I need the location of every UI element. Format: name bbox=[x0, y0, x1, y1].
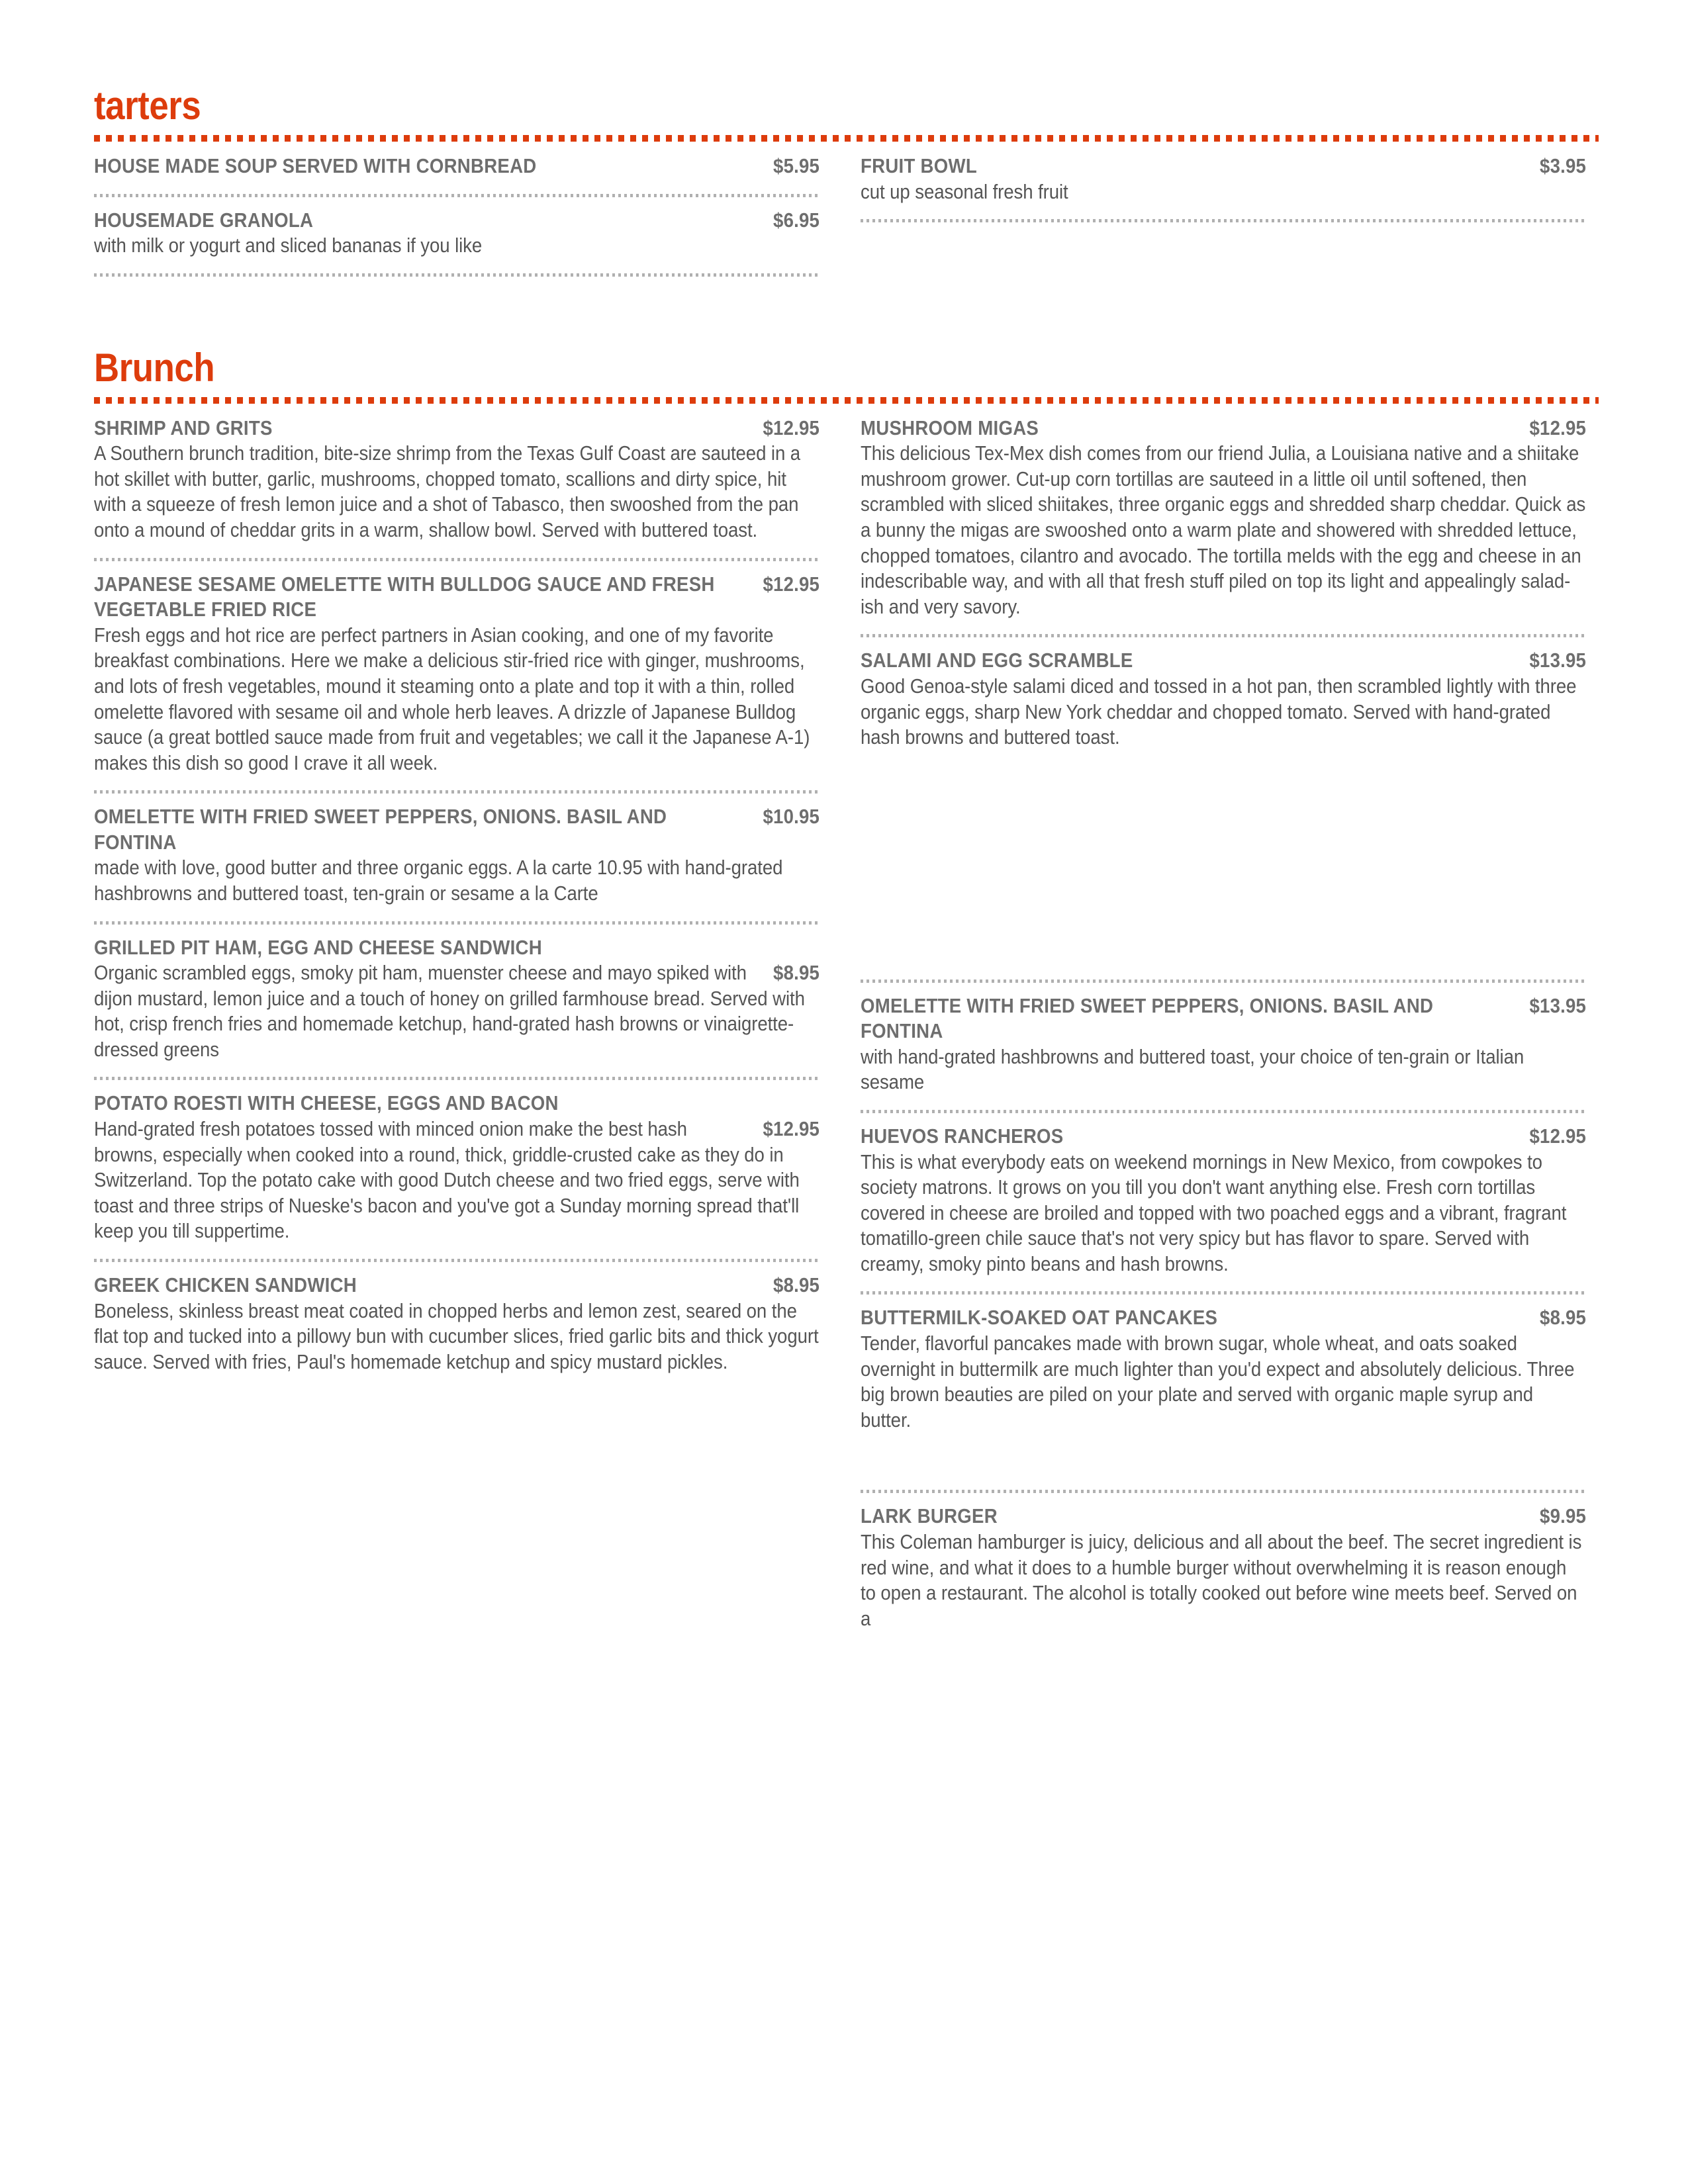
item-price: $13.95 bbox=[1529, 994, 1587, 1017]
item-title: OMELETTE WITH FRIED SWEET PEPPERS, ONIONS. BASIL AND FONTINA bbox=[94, 805, 667, 854]
item-price: $6.95 bbox=[773, 208, 820, 232]
item-description: with milk or yogurt and sliced bananas if you like bbox=[94, 234, 483, 257]
item-divider bbox=[94, 273, 820, 277]
section-brunch bbox=[94, 345, 1599, 1640]
item-divider bbox=[861, 1490, 1586, 1493]
section-divider-orange bbox=[94, 135, 1599, 142]
item-title: GREEK CHICKEN SANDWICH bbox=[94, 1273, 357, 1297]
item-price: $12.95 bbox=[1529, 1124, 1587, 1148]
menu-item-japanese-sesame-omelette[interactable] bbox=[94, 572, 820, 784]
menu-item-grilled-pit-ham-sandwich[interactable] bbox=[94, 935, 820, 1071]
item-divider bbox=[94, 790, 820, 794]
item-description: Boneless, skinless breast meat coated in chopped herbs and lemon zest, seared on the flat top and tucked into a pillowy bun with cucumber slices, fried garlic bits and thick yogurt sauce. Served with fries, Paul's homemade ketchup and spicy mustard pickles. bbox=[94, 1299, 819, 1373]
starters-left-column bbox=[94, 154, 820, 287]
item-description: made with love, good butter and three organic eggs. A la carte 10.95 with hand-grated hashbrowns and buttered toast, ten-grain or sesame a la Carte bbox=[94, 856, 783, 905]
starters-right-column bbox=[861, 154, 1586, 233]
item-description: A Southern brunch tradition, bite-size shrimp from the Texas Gulf Coast are sauteed in a hot skillet with butter, garlic, mushrooms, chopped tomato, scallions and dirty spice, hit with a squeeze of fresh lemon juice and a shot of Tabasco, then swooshed from the pan onto a mound of cheddar grits in a warm, shallow bowl. Served with buttered toast. bbox=[94, 442, 801, 542]
item-price: $12.95 bbox=[763, 416, 820, 439]
item-title: HOUSEMADE GRANOLA bbox=[94, 208, 314, 232]
item-title: MUSHROOM MIGAS bbox=[861, 416, 1039, 439]
item-divider bbox=[861, 634, 1586, 637]
section-spacer bbox=[94, 287, 1599, 348]
item-divider bbox=[861, 1110, 1586, 1113]
item-price: $12.95 bbox=[1529, 416, 1587, 439]
item-description: Tender, flavorful pancakes made with brown sugar, whole wheat, and oats soaked overnight in buttermilk are much lighter than you'd expect and absolutely delicious. Three big brown beauties are piled on your plate and served with organic maple syrup and butter. bbox=[861, 1332, 1575, 1432]
item-title: GRILLED PIT HAM, EGG AND CHEESE SANDWICH bbox=[94, 936, 542, 959]
menu-item-huevos-rancheros[interactable] bbox=[861, 1124, 1586, 1285]
item-price: $13.95 bbox=[1529, 649, 1587, 672]
starters-columns bbox=[94, 154, 1599, 287]
section-divider-orange bbox=[94, 397, 1599, 404]
item-price: $8.95 bbox=[773, 962, 820, 985]
menu-item-potato-roesti[interactable] bbox=[94, 1091, 820, 1251]
brunch-left-column bbox=[94, 416, 820, 1383]
item-price: $3.95 bbox=[1540, 155, 1587, 177]
item-price: $5.95 bbox=[773, 155, 820, 177]
item-price: $8.95 bbox=[1540, 1306, 1587, 1330]
menu-item-salami-and-egg-scramble[interactable] bbox=[861, 648, 1586, 758]
item-price: $9.95 bbox=[1540, 1505, 1587, 1528]
item-divider bbox=[861, 1291, 1586, 1295]
item-divider bbox=[94, 1259, 820, 1262]
item-divider bbox=[861, 219, 1586, 222]
item-title: BUTTERMILK-SOAKED OAT PANCAKES bbox=[861, 1306, 1218, 1330]
item-title: HUEVOS RANCHEROS bbox=[861, 1124, 1064, 1148]
item-description: This delicious Tex-Mex dish comes from our friend Julia, a Louisiana native and a shiitake mushroom grower. Cut-up corn tortillas are sauteed in a little oil until softened, then scrambled with sliced shiitakes, three organic eggs and shredded sharp cheddar. Quick as a bunny the migas are swooshed onto a warm plate and showered with shredded lettuce, chopped tomatoes, cilantro and avocado. The tortilla melds with the egg and cheese in an indescribable way, and with all that fresh stuff piled on top its light and appealingly salad-ish and very savory. bbox=[861, 442, 1586, 618]
item-price: $8.95 bbox=[773, 1273, 820, 1297]
item-divider bbox=[94, 921, 820, 925]
item-price: $12.95 bbox=[763, 1118, 820, 1141]
item-divider bbox=[94, 558, 820, 561]
item-divider bbox=[861, 979, 1586, 983]
item-title: LARK BURGER bbox=[861, 1505, 998, 1528]
item-title: OMELETTE WITH FRIED SWEET PEPPERS, ONIONS. BASIL AND FONTINA bbox=[861, 994, 1434, 1043]
menu-item-greek-chicken-sandwich[interactable] bbox=[94, 1273, 820, 1383]
menu-item-omelette-sweet-peppers-right[interactable] bbox=[861, 993, 1586, 1103]
menu-item-mushroom-migas[interactable] bbox=[861, 416, 1586, 628]
item-description: This Coleman hamburger is juicy, delicious and all about the beef. The secret ingredient is red wine, and what it does to a humble burger without overwhelming it is reason enough to open a restaurant. The alcohol is totally cooked out before wine meets beef. Served on a bbox=[861, 1530, 1582, 1630]
item-divider bbox=[94, 1077, 820, 1080]
item-description: Organic scrambled eggs, smoky pit ham, muenster cheese and mayo spiked with dijon mustard, lemon juice and a touch of honey on grilled farmhouse bread. Served with hot, crisp french fries and homemade ketchup, hand-grated hash browns or vinaigrette-dressed greens bbox=[94, 962, 805, 1061]
item-title: JAPANESE SESAME OMELETTE WITH BULLDOG SAUCE AND FRESH VEGETABLE FRIED RICE bbox=[94, 572, 715, 621]
item-title: SALAMI AND EGG SCRAMBLE bbox=[861, 649, 1133, 672]
menu-item-housemade-granola[interactable] bbox=[94, 208, 820, 267]
menu-item-lark-burger[interactable] bbox=[861, 1504, 1586, 1639]
item-title: POTATO ROESTI WITH CHEESE, EGGS AND BACON bbox=[94, 1092, 559, 1115]
item-title: HOUSE MADE SOUP SERVED WITH CORNBREAD bbox=[94, 155, 537, 177]
item-price: $10.95 bbox=[763, 805, 820, 829]
section-heading-brunch: Brunch bbox=[94, 345, 215, 390]
item-description: Hand-grated fresh potatoes tossed with minced onion make the best hash browns, especially when cooked into a round, thick, griddle-crusted cake as they do in Switzerland. Top the potato cake with good Dutch cheese and two fried eggs, serve with toast and three strips of Nueske's bacon and you've got a Sunday morning spread that'll keep you till suppertime. bbox=[94, 1118, 800, 1243]
item-price: $12.95 bbox=[763, 572, 820, 596]
menu-item-buttermilk-oat-pancakes[interactable] bbox=[861, 1305, 1586, 1441]
item-title: FRUIT BOWL bbox=[861, 155, 977, 177]
item-description: with hand-grated hashbrowns and buttered toast, your choice of ten-grain or Italian sesame bbox=[861, 1045, 1524, 1094]
item-description: Good Genoa-style salami diced and tossed in a hot pan, then scrambled lightly with three organic eggs, sharp New York cheddar and chopped tomato. Served with hand-grated hash browns and buttered toast. bbox=[861, 674, 1577, 749]
menu-item-fruit-bowl[interactable] bbox=[861, 154, 1586, 212]
brunch-columns bbox=[94, 416, 1599, 1640]
item-description: This is what everybody eats on weekend mornings in New Mexico, from cowpokes to society matrons. It grows on you till you don't want anything else. Fresh corn tortillas covered in cheese are broiled and topped with two poached eggs and a vibrant, fragrant tomatillo-green chile sauce that's not very spicy but has flavor to spare. Served with creamy, smoky pinto beans and hash browns. bbox=[861, 1150, 1567, 1275]
item-title: SHRIMP AND GRITS bbox=[94, 416, 273, 439]
brunch-right-column bbox=[861, 416, 1586, 1640]
item-divider bbox=[94, 194, 820, 197]
menu-item-omelette-sweet-peppers-left[interactable] bbox=[94, 804, 820, 914]
section-starters bbox=[94, 83, 1599, 287]
menu-item-house-made-soup[interactable] bbox=[94, 154, 820, 187]
section-heading-starters: tarters bbox=[94, 83, 201, 128]
column-filler bbox=[861, 758, 1586, 973]
item-description: Fresh eggs and hot rice are perfect partners in Asian cooking, and one of my favorite breakfast combinations. Here we make a delicious stir-fried rice with ginger, mushrooms, and lots of fresh vegetables, mound it steaming onto a plate and top it with a thin, rolled omelette flavored with sesame oil and whole herb leaves. A drizzle of Japanese Bulldog sauce (a great bottled sauce made from fruit and vegetables; we call it the Japanese A-1) makes this dish so good I crave it all week. bbox=[94, 623, 810, 774]
menu-item-shrimp-and-grits[interactable] bbox=[94, 416, 820, 551]
column-filler bbox=[861, 1441, 1586, 1483]
item-description: cut up seasonal fresh fruit bbox=[861, 180, 1068, 203]
